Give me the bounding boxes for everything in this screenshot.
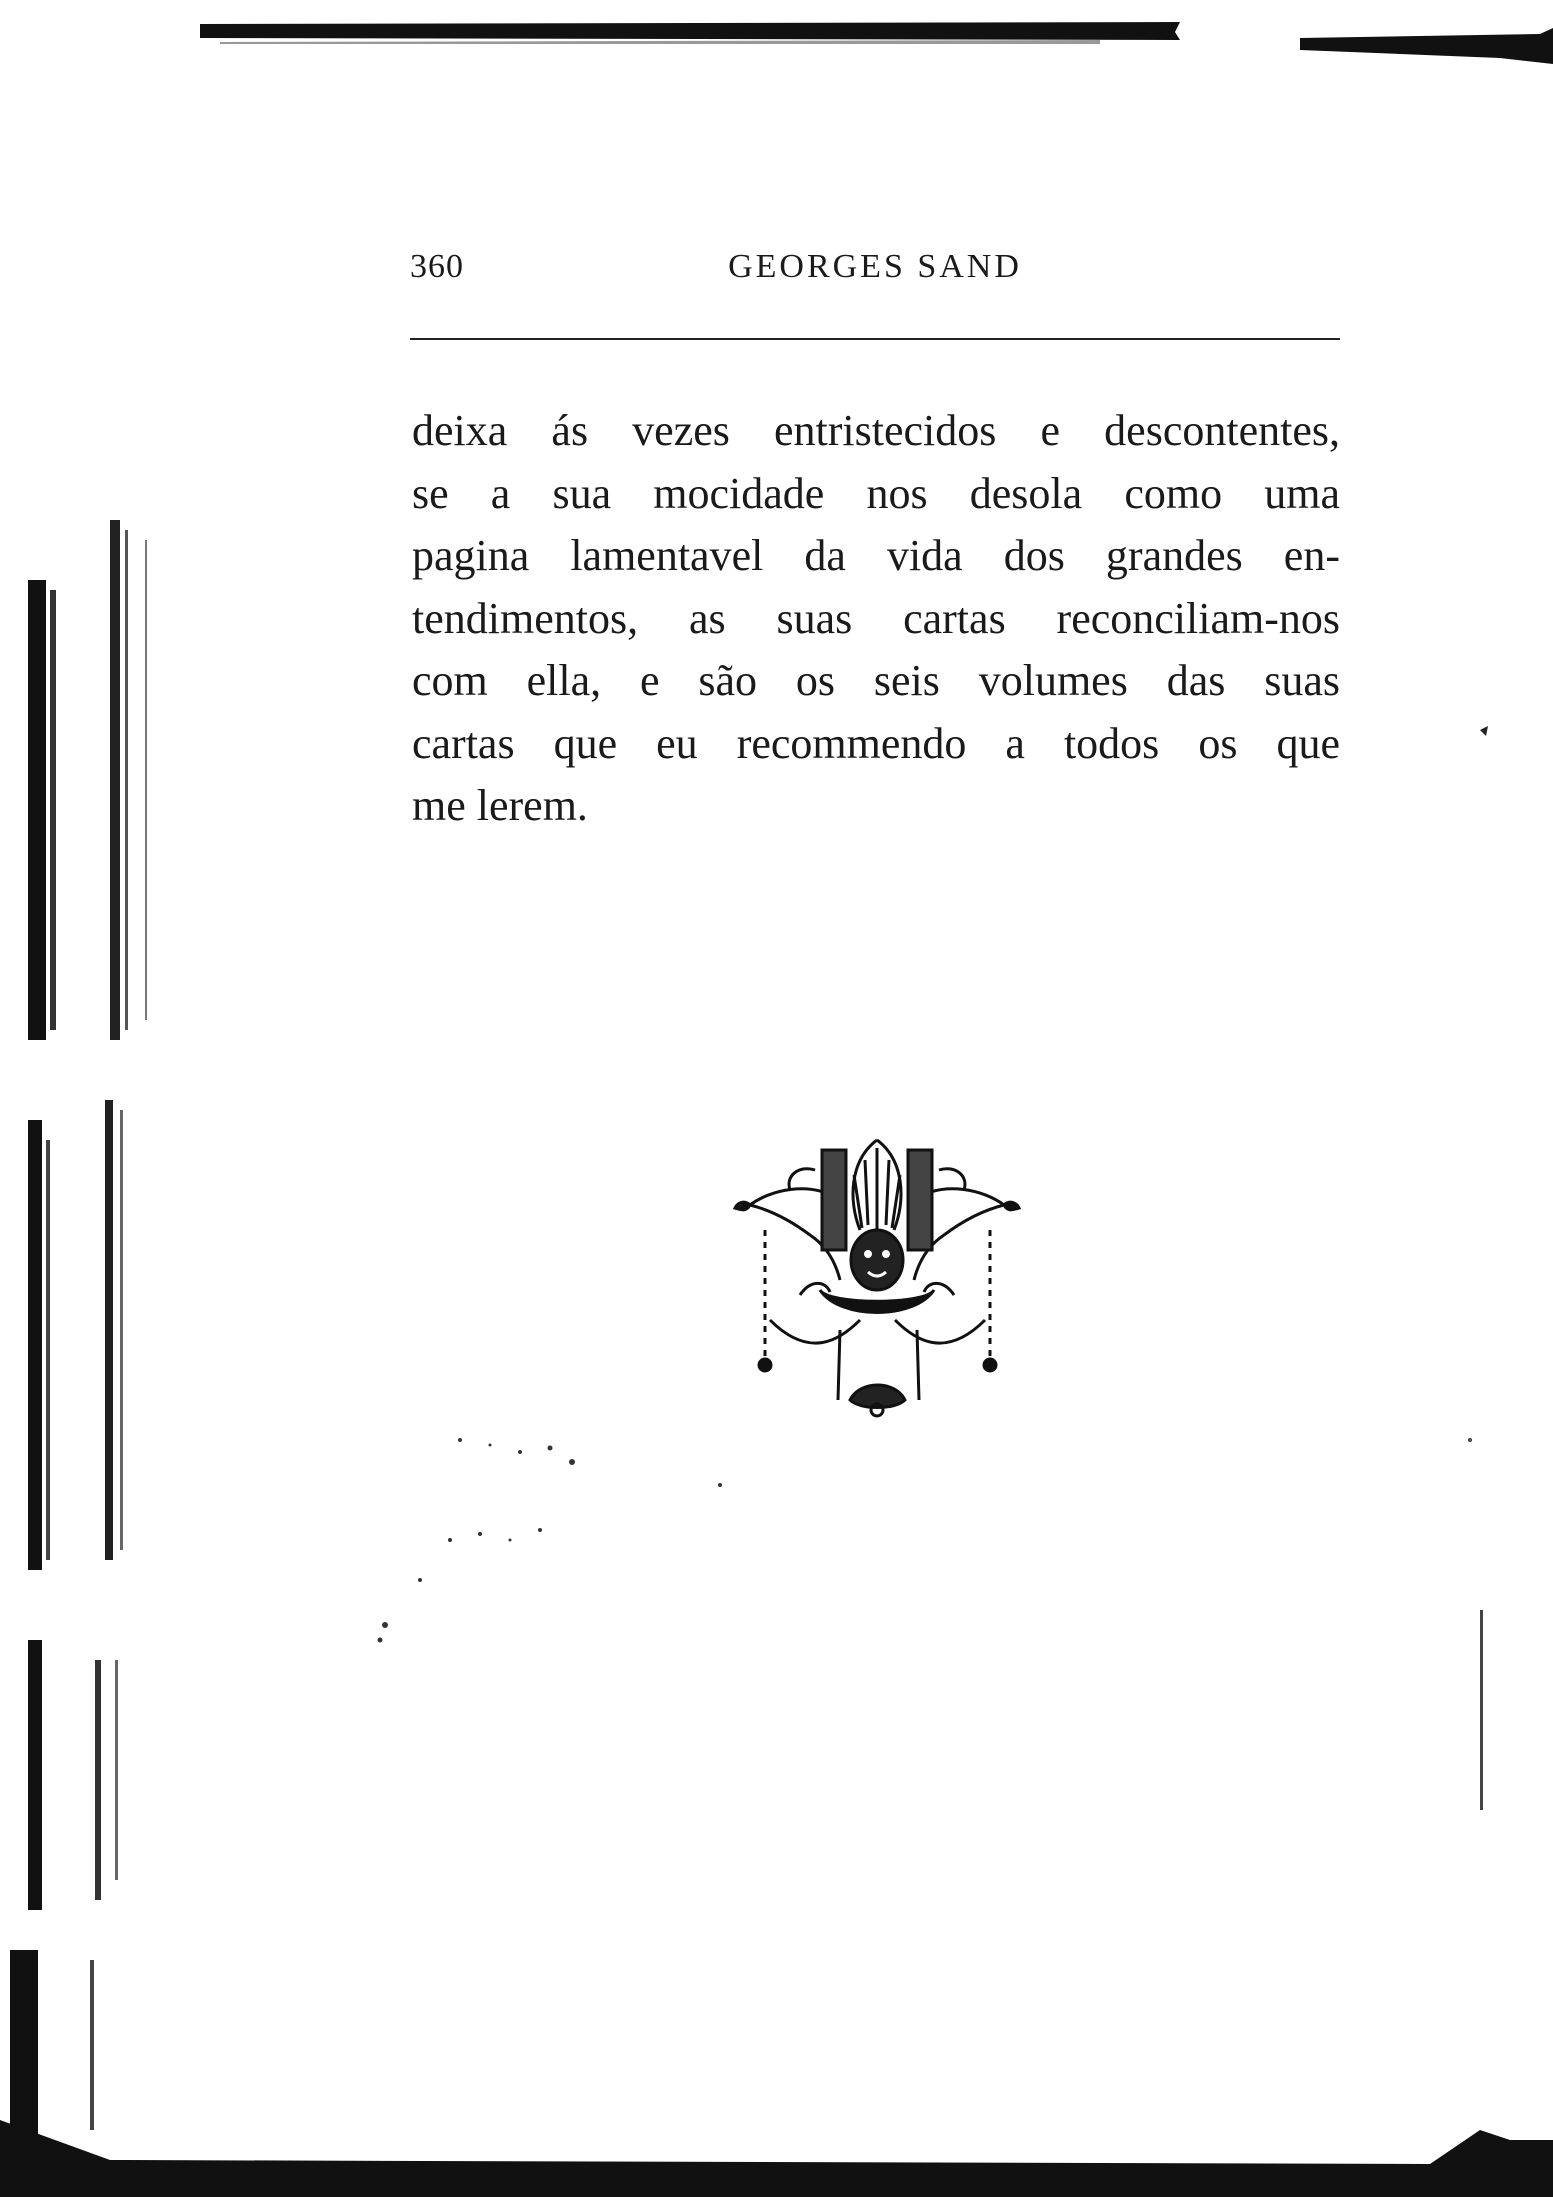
body-paragraph: [412, 400, 1340, 838]
header-rule: [410, 338, 1340, 340]
page-number: 360: [410, 248, 464, 285]
text-line: me lerem.: [412, 781, 588, 830]
scan-top-border: [200, 18, 1180, 44]
scan-right-marks: [1440, 700, 1553, 1900]
scan-bottom-border: [0, 2120, 1553, 2197]
text-line: cartas que eu recommendo a todos os que: [412, 718, 1340, 768]
text-line: tendimentos, as suas cartas reconciliam-nos: [412, 593, 1340, 643]
scan-top-right-mark: [1300, 28, 1553, 64]
scan-speckles: [360, 1430, 760, 1660]
running-title: GEORGES SAND: [728, 248, 1022, 285]
page-header: [410, 248, 1340, 298]
text-line: se a sua mocidade nos desola como uma: [412, 468, 1340, 518]
scan-left-edge: [0, 280, 180, 2197]
text-line: com ella, e são os seis volumes das suas: [412, 656, 1340, 705]
ornament-tailpiece-icon: [730, 1120, 1025, 1420]
text-line: pagina lamentavel da vida dos grandes en-: [412, 531, 1340, 580]
text-line: deixa ás vezes entristecidos e descontentes,: [412, 406, 1340, 455]
